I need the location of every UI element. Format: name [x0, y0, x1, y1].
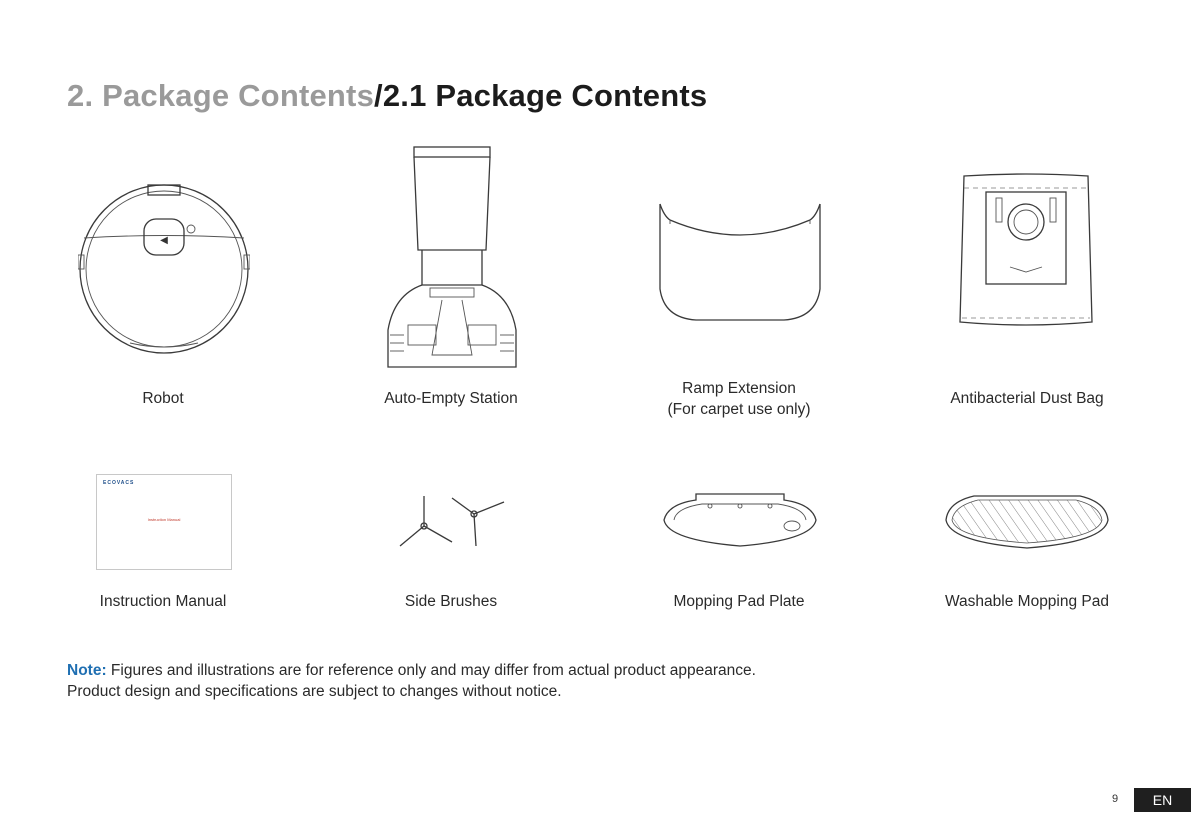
manual-cover-title: Instruction Manual: [147, 517, 181, 522]
auto-empty-station-label: Auto-Empty Station: [384, 390, 518, 407]
manual-cover-brand: ECOVACS: [103, 480, 135, 486]
ramp-extension-label-line1: Ramp Extension: [682, 380, 796, 397]
language-tab: EN: [1134, 788, 1191, 812]
note-line1: Figures and illustrations are for reference only and may differ from actual product appearance.: [106, 662, 756, 679]
subsection-title: /2.1 Package Contents: [374, 78, 708, 113]
washable-mopping-pad-illustration: [944, 492, 1110, 550]
ramp-extension-label: [609, 378, 869, 420]
robot-illustration: [78, 183, 250, 355]
washable-mopping-pad-label: Washable Mopping Pad: [945, 593, 1109, 610]
mopping-pad-plate-label: Mopping Pad Plate: [673, 593, 805, 610]
robot-label: Robot: [142, 390, 184, 407]
side-brushes-label: Side Brushes: [404, 593, 498, 610]
page-title: [67, 78, 707, 114]
dust-bag-label: Antibacterial Dust Bag: [950, 390, 1104, 407]
note-line2: Product design and specifications are subject to changes without notice.: [67, 683, 562, 700]
dust-bag-illustration: [958, 172, 1094, 330]
page-number: 9: [1112, 793, 1119, 805]
auto-empty-station-illustration: [384, 145, 520, 375]
ramp-extension-illustration: [656, 194, 824, 324]
instruction-manual-illustration: [96, 474, 232, 570]
mopping-pad-plate-illustration: [662, 492, 818, 548]
section-title: 2. Package Contents: [67, 78, 375, 113]
side-brushes-illustration: [394, 490, 510, 552]
note-key: Note:: [67, 662, 107, 679]
disclaimer-note: [67, 660, 756, 702]
instruction-manual-label: Instruction Manual: [99, 593, 227, 610]
ramp-extension-label-line2: (For carpet use only): [667, 401, 811, 418]
svg-text:◀: ◀: [160, 235, 168, 246]
